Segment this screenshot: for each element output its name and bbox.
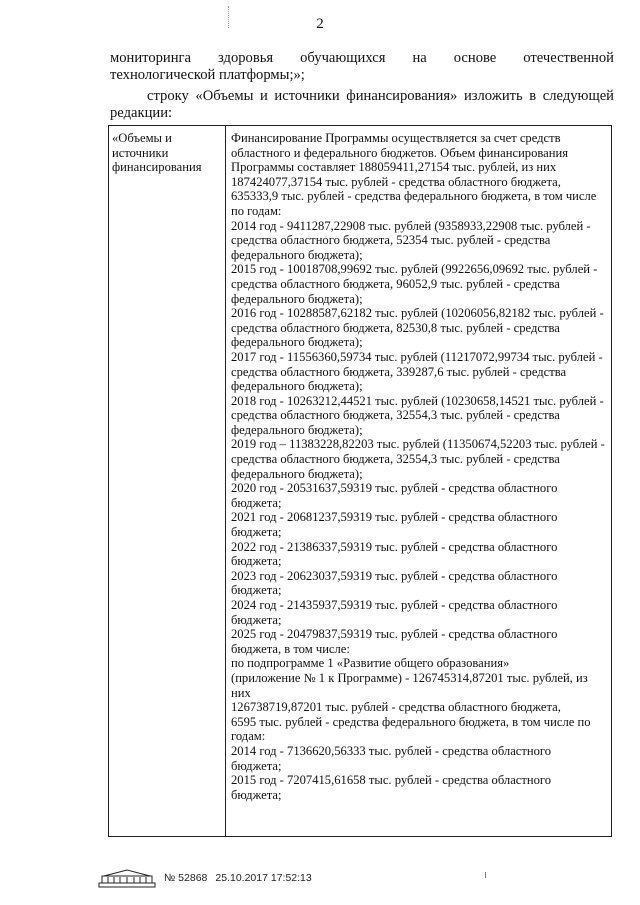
right-cell-line: 2019 год – 11383228,82203 тыс. рублей (11350674,52203 тыс. рублей - — [231, 437, 605, 452]
right-cell-line: них — [231, 685, 251, 700]
right-cell-line: федерального бюджета); — [231, 422, 363, 437]
intro-word: мониторинга — [110, 50, 192, 66]
right-cell-line: бюджета, в том числе: — [231, 641, 350, 656]
right-cell-line: годам: — [231, 729, 266, 744]
right-cell-line: 126738719,87201 тыс. рублей - средства областного бюджета, — [231, 700, 561, 715]
right-cell-line: средства областного бюджета, 52354 тыс. рублей - средства — [231, 233, 551, 248]
table-left-cell — [112, 131, 222, 175]
right-cell-line: 2017 год - 11556360,59734 тыс. рублей (11217072,99734 тыс. рублей - — [231, 349, 603, 364]
right-cell-line: 2021 год - 20681237,59319 тыс. рублей - средства областного — [231, 510, 558, 525]
right-cell-line: областного и федерального бюджетов. Объем финансирования — [231, 145, 569, 160]
document-number: № 52868 — [164, 872, 208, 884]
right-cell-line: средства областного бюджета, 339287,6 тыс. рублей - средства — [231, 364, 567, 379]
intro-word: основе — [453, 50, 497, 66]
scan-mark — [228, 6, 230, 28]
right-cell-line: (приложение № 1 к Программе) - 126745314,87201 тыс. рублей, из — [231, 670, 588, 685]
right-cell-line: средства областного бюджета, 82530,8 тыс. рублей - средства — [231, 320, 560, 335]
intro-line-1 — [110, 50, 614, 67]
right-cell-line: федерального бюджета); — [231, 379, 363, 394]
right-cell-line: бюджета; — [231, 612, 282, 627]
right-cell-line: 2014 год - 7136620,56333 тыс. рублей - средства областного — [231, 743, 552, 758]
right-cell-line: 187424077,37154 тыс. рублей - средства областного бюджета, — [231, 174, 561, 189]
intro-paragraph: строку «Объемы и источники финансирования» изложить в следующей редакции: — [110, 88, 614, 121]
right-cell-line: бюджета; — [231, 787, 282, 802]
financing-table — [108, 125, 612, 837]
right-cell-line: бюджета; — [231, 758, 282, 773]
document-datetime: 25.10.2017 17:52:13 — [215, 872, 312, 884]
right-cell-line: средства областного бюджета, 96052,9 тыс. рублей - средства — [231, 276, 560, 291]
right-cell-line: 2020 год - 20531637,59319 тыс. рублей - средства областного — [231, 481, 558, 496]
right-cell-line: федерального бюджета); — [231, 291, 363, 306]
right-cell-line: средства областного бюджета, 32554,3 тыс. рублей - средства — [231, 452, 560, 467]
left-cell-line: источники — [112, 145, 169, 160]
footer — [98, 868, 312, 888]
right-cell-line: 2025 год - 20479837,59319 тыс. рублей - средства областного — [231, 627, 558, 642]
left-cell-line: финансирования — [112, 160, 202, 175]
right-cell-line: федерального бюджета); — [231, 247, 363, 262]
right-cell-line: 6595 тыс. рублей - средства федерального бюджета, в том числе по — [231, 714, 591, 729]
right-cell-line: по подпрограмме 1 «Развитие общего образования» — [231, 656, 510, 671]
right-cell-line: бюджета; — [231, 583, 282, 598]
right-cell-line: по годам: — [231, 203, 282, 218]
table-right-cell — [231, 131, 609, 802]
page-number: 2 — [316, 16, 324, 32]
right-cell-line: федерального бюджета); — [231, 466, 363, 481]
right-cell-line: 2014 год - 9411287,22908 тыс. рублей (9358933,22908 тыс. рублей - — [231, 218, 591, 233]
scan-tick — [485, 872, 490, 878]
right-cell-line: 2024 год - 21435937,59319 тыс. рублей - средства областного — [231, 598, 558, 612]
building-logo-icon — [98, 868, 156, 888]
intro-word: на — [412, 50, 427, 66]
right-cell-line: 2022 год - 21386337,59319 тыс. рублей - средства областного — [231, 539, 558, 554]
intro-line-2: технологической платформы;»; — [110, 67, 305, 83]
right-cell-line: федерального бюджета); — [231, 335, 363, 350]
right-cell-line: бюджета; — [231, 554, 282, 569]
right-cell-line: 2018 год - 10263212,44521 тыс. рублей (10230658,14521 тыс. рублей - — [231, 393, 604, 408]
right-cell-line: бюджета; — [231, 525, 282, 540]
right-cell-line: 2023 год - 20623037,59319 тыс. рублей - средства областного — [231, 568, 558, 583]
right-cell-line: 2016 год - 10288587,62182 тыс. рублей (10206056,82182 тыс. рублей - — [231, 306, 604, 321]
right-cell-line: Программы составляет 188059411,27154 тыс. рублей, из них — [231, 160, 557, 175]
right-cell-line: средства областного бюджета, 32554,3 тыс. рублей - средства — [231, 408, 560, 423]
right-cell-line: Финансирование Программы осуществляется за счет средств — [231, 131, 561, 145]
column-divider — [225, 126, 226, 836]
right-cell-line: бюджета; — [231, 495, 282, 510]
right-cell-line: 635333,9 тыс. рублей - средства федерального бюджета, в том числе — [231, 189, 597, 204]
intro-word: здоровья — [218, 50, 274, 66]
right-cell-line: 2015 год - 7207415,61658 тыс. рублей - средства областного — [231, 773, 552, 788]
right-cell-line: 2015 год - 10018708,99692 тыс. рублей (9922656,09692 тыс. рублей - — [231, 262, 598, 277]
intro-word: отечественной — [523, 50, 614, 66]
intro-word: обучающихся — [300, 50, 386, 66]
left-cell-line: «Объемы и — [112, 131, 172, 145]
